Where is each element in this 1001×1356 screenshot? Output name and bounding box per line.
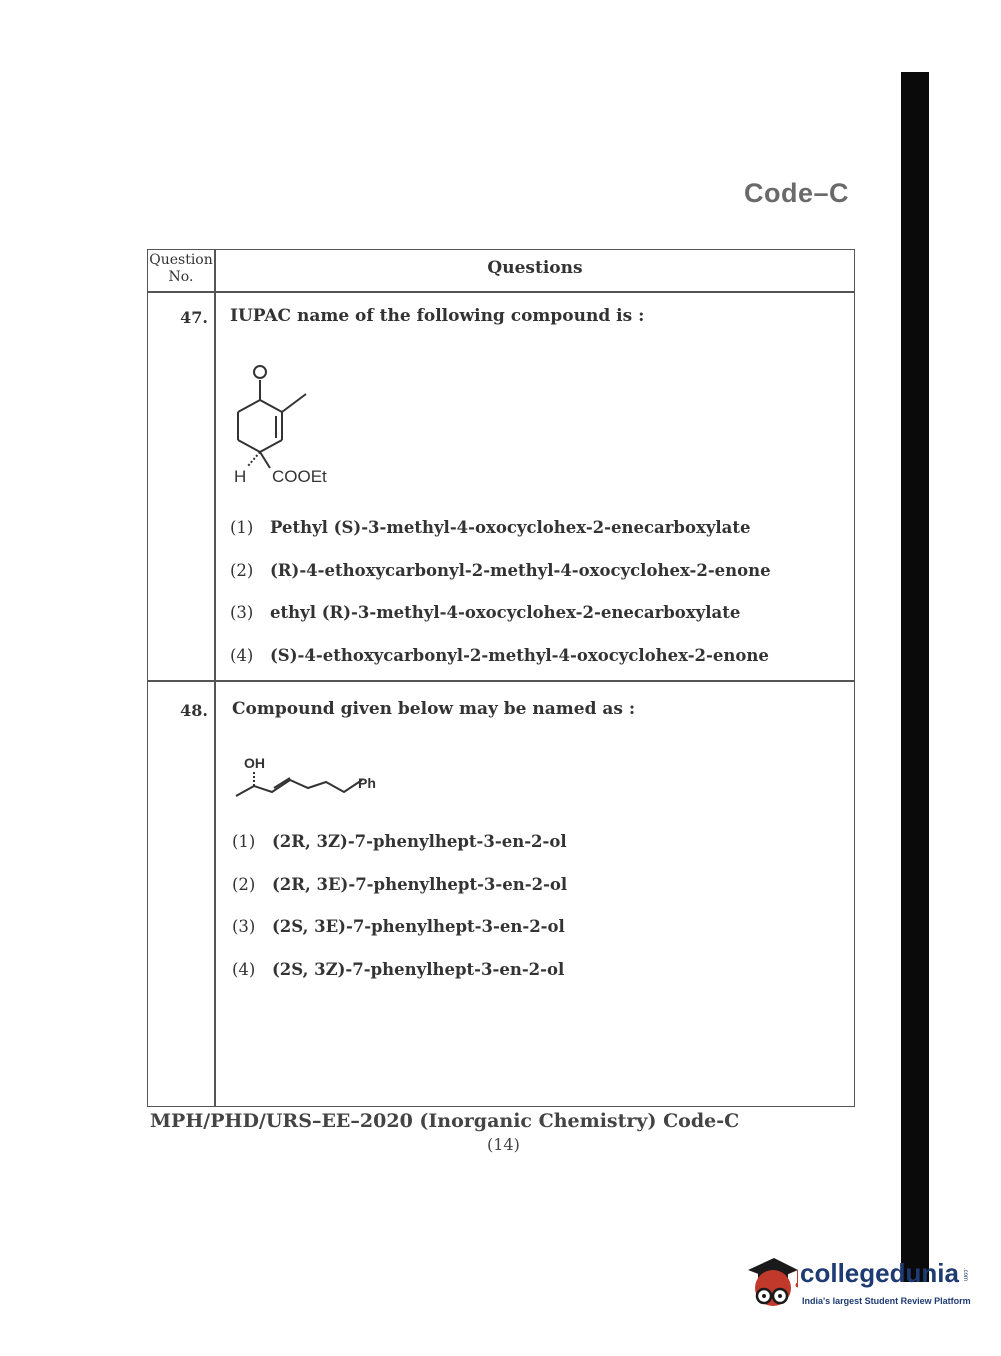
- header-questions: Questions: [487, 258, 583, 278]
- question-text: Compound given below may be named as :: [232, 699, 636, 719]
- page-number: (14): [487, 1135, 520, 1154]
- question-number: 48.: [180, 701, 208, 720]
- option-2[interactable]: [232, 875, 567, 894]
- option-text: (2S, 3Z)-7-phenylhept-3-en-2-ol: [272, 960, 565, 979]
- paper-code: Code–C: [744, 178, 850, 208]
- option-number: (3): [232, 917, 256, 936]
- question-text: IUPAC name of the following compound is :: [230, 306, 645, 326]
- column-divider: [214, 250, 216, 1106]
- option-text: (S)-4-ethoxycarbonyl-2-methyl-4-oxocyclohex-2-enone: [270, 646, 769, 665]
- question-number: 47.: [180, 308, 208, 327]
- option-text: (2R, 3Z)-7-phenylhept-3-en-2-ol: [272, 832, 567, 851]
- option-text: Pethyl (S)-3-methyl-4-oxocyclohex-2-enecarboxylate: [270, 518, 751, 537]
- option-number: (3): [230, 603, 254, 622]
- option-text: (R)-4-ethoxycarbonyl-2-methyl-4-oxocyclohex-2-enone: [270, 561, 771, 580]
- phenyl-label: Ph: [358, 775, 376, 791]
- option-3[interactable]: [230, 603, 740, 622]
- hydroxyl-label: OH: [244, 755, 265, 771]
- option-text: (2S, 3E)-7-phenylhept-3-en-2-ol: [272, 917, 565, 936]
- ester-label: COOEt: [272, 467, 327, 486]
- exam-footer: MPH/PHD/URS–EE–2020 (Inorganic Chemistry) Code-C: [150, 1110, 740, 1132]
- option-number: (2): [230, 561, 254, 580]
- scan-edge-bar: [901, 72, 929, 1282]
- option-3[interactable]: [232, 917, 565, 936]
- hydrogen-label: H: [234, 467, 247, 486]
- heptenol-structure: [232, 752, 392, 804]
- option-number: (4): [230, 646, 254, 665]
- header-question-no: Question No.: [149, 252, 213, 285]
- option-4[interactable]: [232, 960, 564, 979]
- option-number: (4): [232, 960, 256, 979]
- header-divider: [148, 291, 854, 293]
- option-1[interactable]: [230, 518, 750, 537]
- option-number: (2): [232, 875, 256, 894]
- option-1[interactable]: [232, 832, 567, 851]
- collegedunia-logo[interactable]: [744, 1252, 974, 1314]
- question-table: [147, 249, 855, 1107]
- option-number: (1): [232, 832, 256, 851]
- mascot-icon: [744, 1252, 798, 1312]
- logo-wordmark: collegedunia: [800, 1258, 959, 1288]
- option-4[interactable]: [230, 646, 769, 665]
- option-number: (1): [230, 518, 254, 537]
- logo-suffix: .com: [962, 1268, 968, 1282]
- carbonyl-oxygen: [254, 366, 266, 378]
- row-divider: [148, 680, 854, 682]
- cyclohexenone-structure: [226, 350, 366, 490]
- option-2[interactable]: [230, 561, 771, 580]
- option-text: (2R, 3E)-7-phenylhept-3-en-2-ol: [272, 875, 568, 894]
- option-text: ethyl (R)-3-methyl-4-oxocyclohex-2-enecarboxylate: [270, 603, 741, 622]
- logo-tagline: India's largest Student Review Platform: [802, 1296, 971, 1306]
